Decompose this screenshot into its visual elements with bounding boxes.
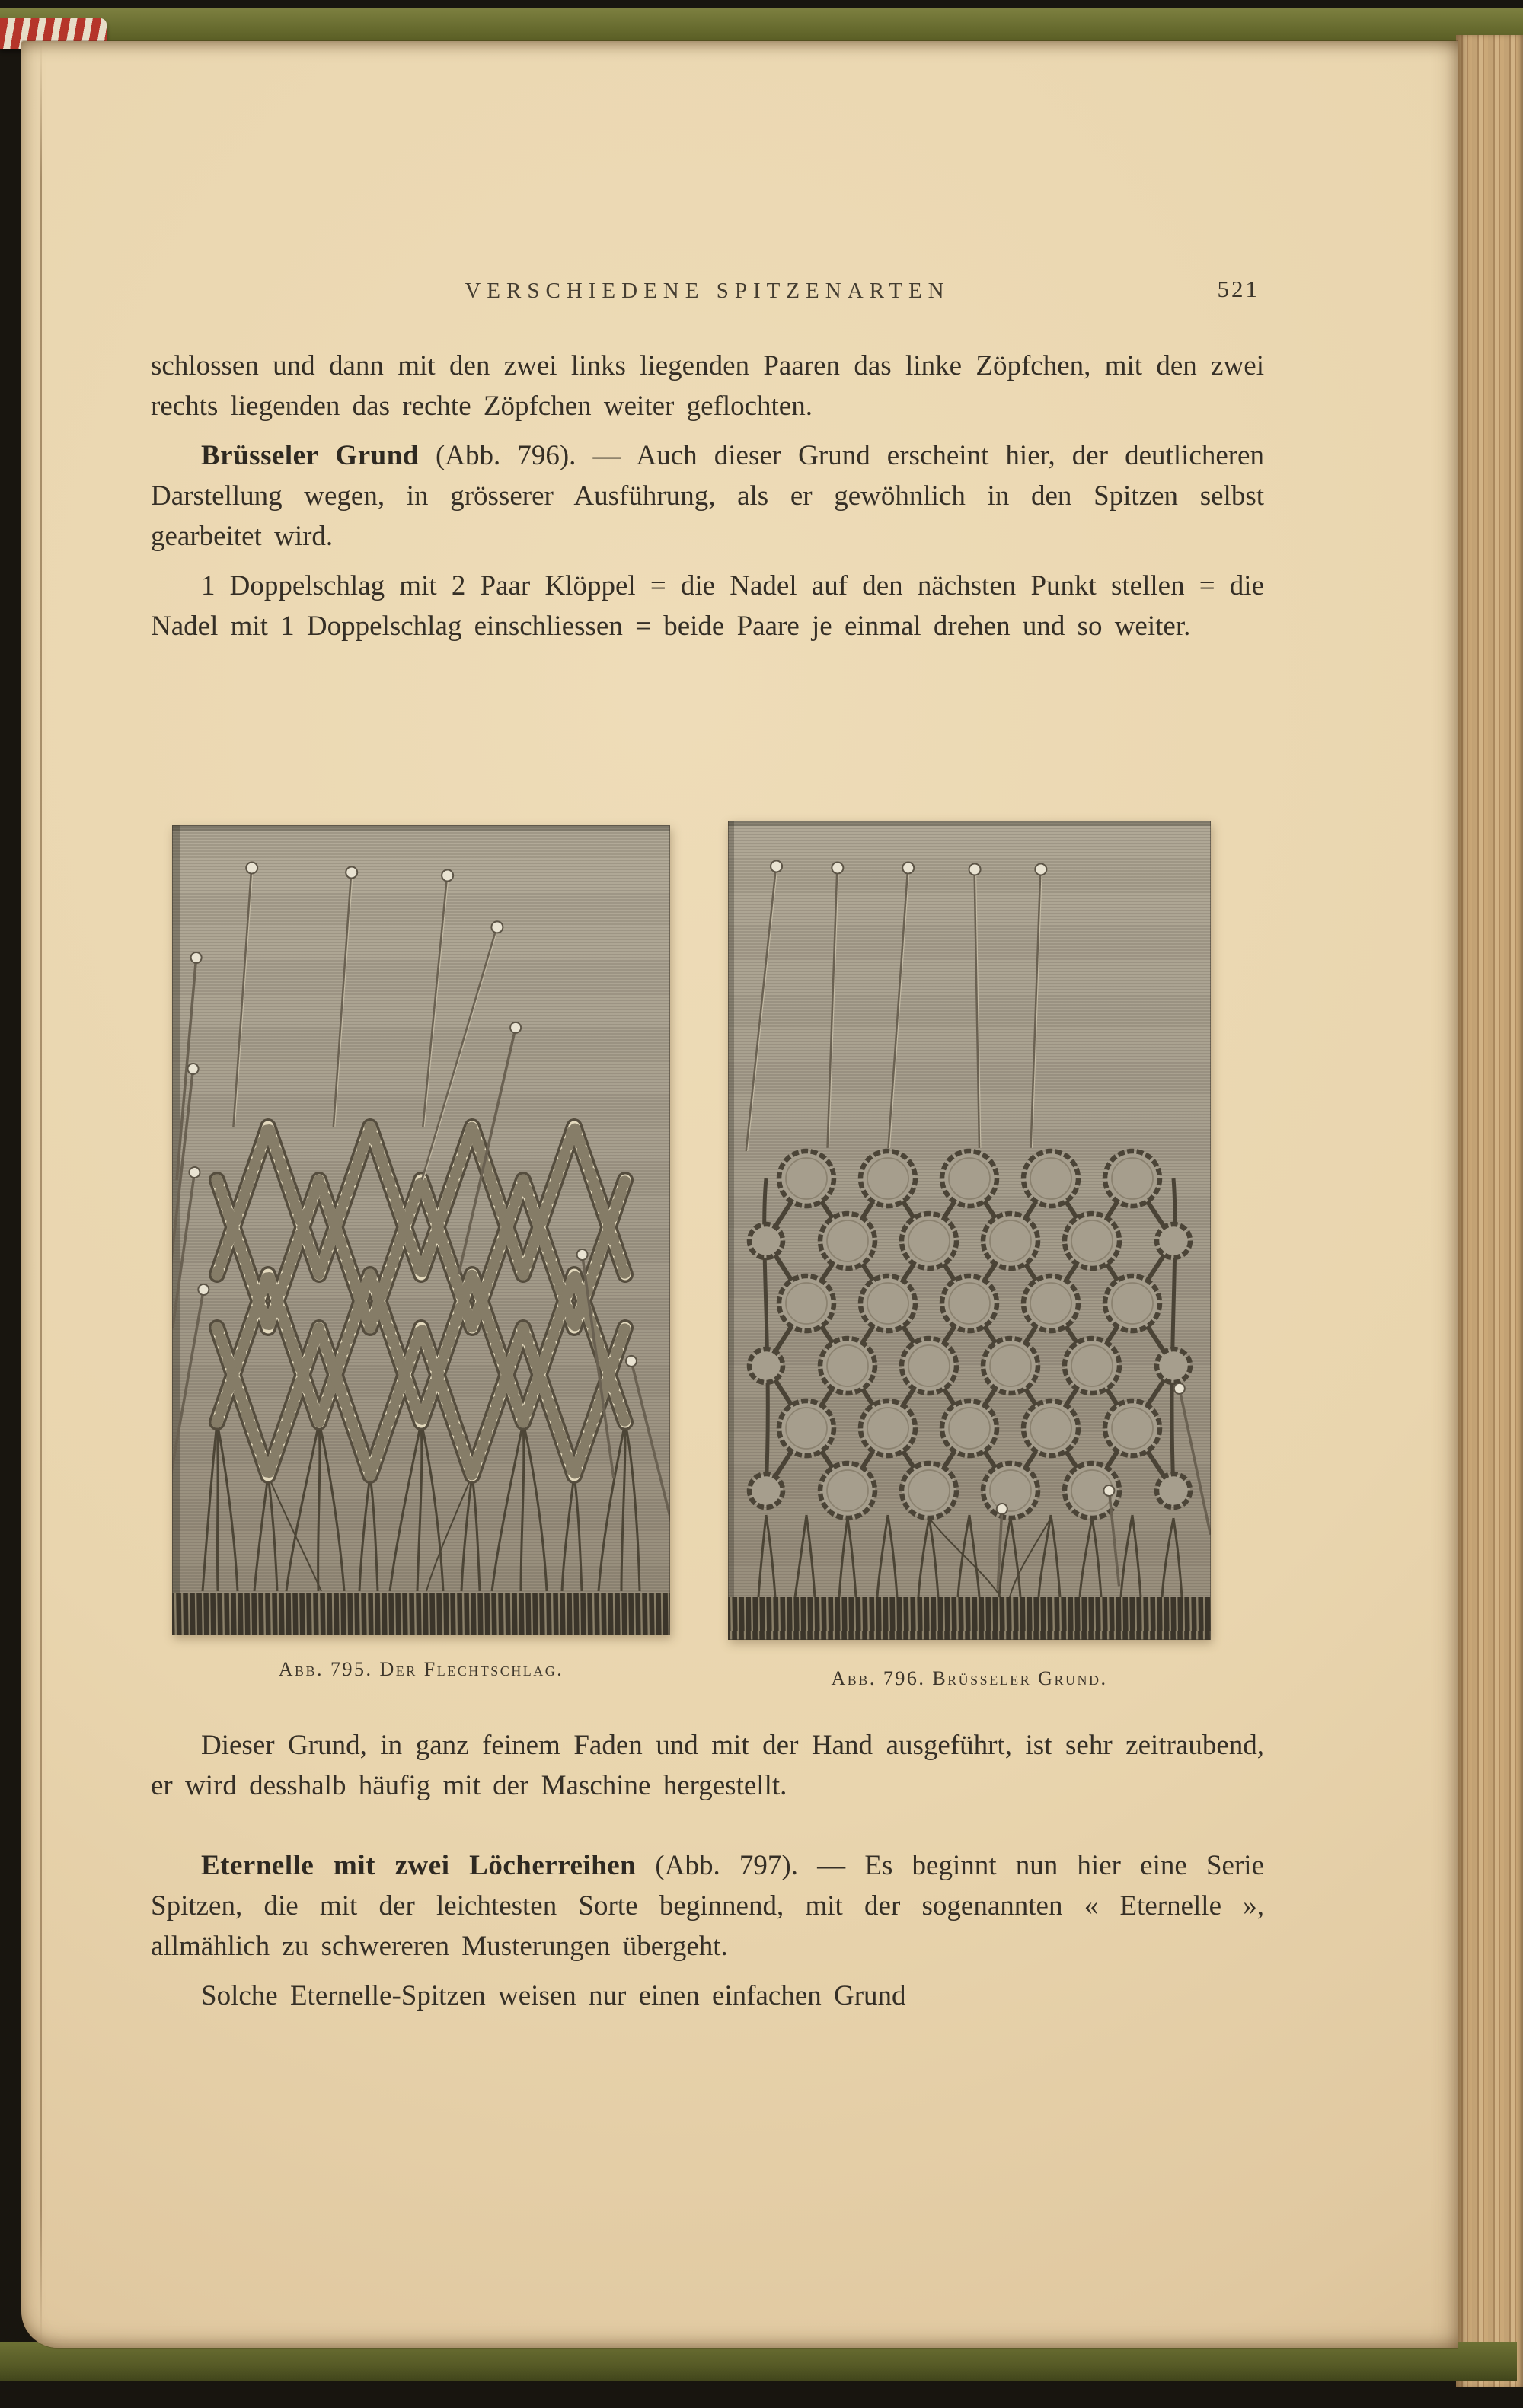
figure-795-caption: Abb. 795. Der Flechtschlag.: [278, 1658, 564, 1680]
paragraph-text: Solche Eternelle-Spitzen weisen nur einen einfachen Grund: [201, 1980, 906, 2011]
figure-795: [172, 825, 670, 1681]
running-head: [151, 276, 1264, 314]
paragraph: [151, 346, 1264, 426]
running-head-title: VERSCHIEDENE SPITZENARTEN: [465, 279, 950, 303]
figure-row: [172, 825, 1211, 1690]
paragraph-lead: Brüsseler Grund: [201, 440, 419, 471]
paragraph: [151, 566, 1264, 646]
woven-footer-band: [728, 1597, 1211, 1640]
paragraph-text: 1 Doppelschlag mit 2 Paar Klöppel = die Nadel auf den nächsten Punkt stellen = die Nadel mit 1 Doppelschlag einschliessen = beide Paare je einmal drehen und so weiter.: [151, 570, 1264, 642]
page-number: 521: [1217, 276, 1260, 302]
paragraph-lead: Eternelle mit zwei Löcherreihen: [201, 1850, 637, 1881]
paragraph-text: (Abb. 796). — Auch dieser Grund erscheint hier, der deutlicheren Darstellung wegen, in grösserer Ausführung, als er gewöhnlich in den Spitzen selbst gearbeitet wird.: [151, 440, 1264, 552]
page-gutter-crease: [40, 41, 42, 2348]
figure-796-caption: Abb. 796. Brüsseler Grund.: [831, 1667, 1108, 1689]
book-page: [21, 41, 1458, 2348]
woven-footer-band: [172, 1593, 670, 1635]
page-fore-edge-stack: [1456, 35, 1523, 2387]
paragraph-text: schlossen und dann mit den zwei links liegenden Paaren das linke Zöpfchen, mit den zwei rechts liegenden das rechte Zöpfchen weiter geflochten.: [151, 350, 1264, 422]
text-block-lower: [151, 1725, 1264, 2016]
paragraph: [151, 1845, 1264, 1966]
figure-796-engraving-bruesseler-grund: [728, 821, 1211, 1640]
text-block-upper: [151, 346, 1264, 646]
paragraph-text: Dieser Grund, in ganz feinem Faden und mit der Hand ausgeführt, ist sehr zeitraubend, er wird desshalb häufig mit der Maschine hergestellt.: [151, 1730, 1264, 1801]
paragraph: [151, 435, 1264, 557]
paragraph: [151, 1976, 1264, 2016]
figure-795-engraving-flechtschlag: [172, 825, 670, 1635]
figure-796: [728, 821, 1211, 1690]
paragraph: [151, 1725, 1264, 1806]
paragraph-text: (Abb. 797). — Es beginnt nun hier eine Serie Spitzen, die mit der leichtesten Sorte beginnend, mit der sogenannten « Eternelle », allmählich zu schwereren Musterungen übergeht.: [151, 1850, 1264, 1962]
